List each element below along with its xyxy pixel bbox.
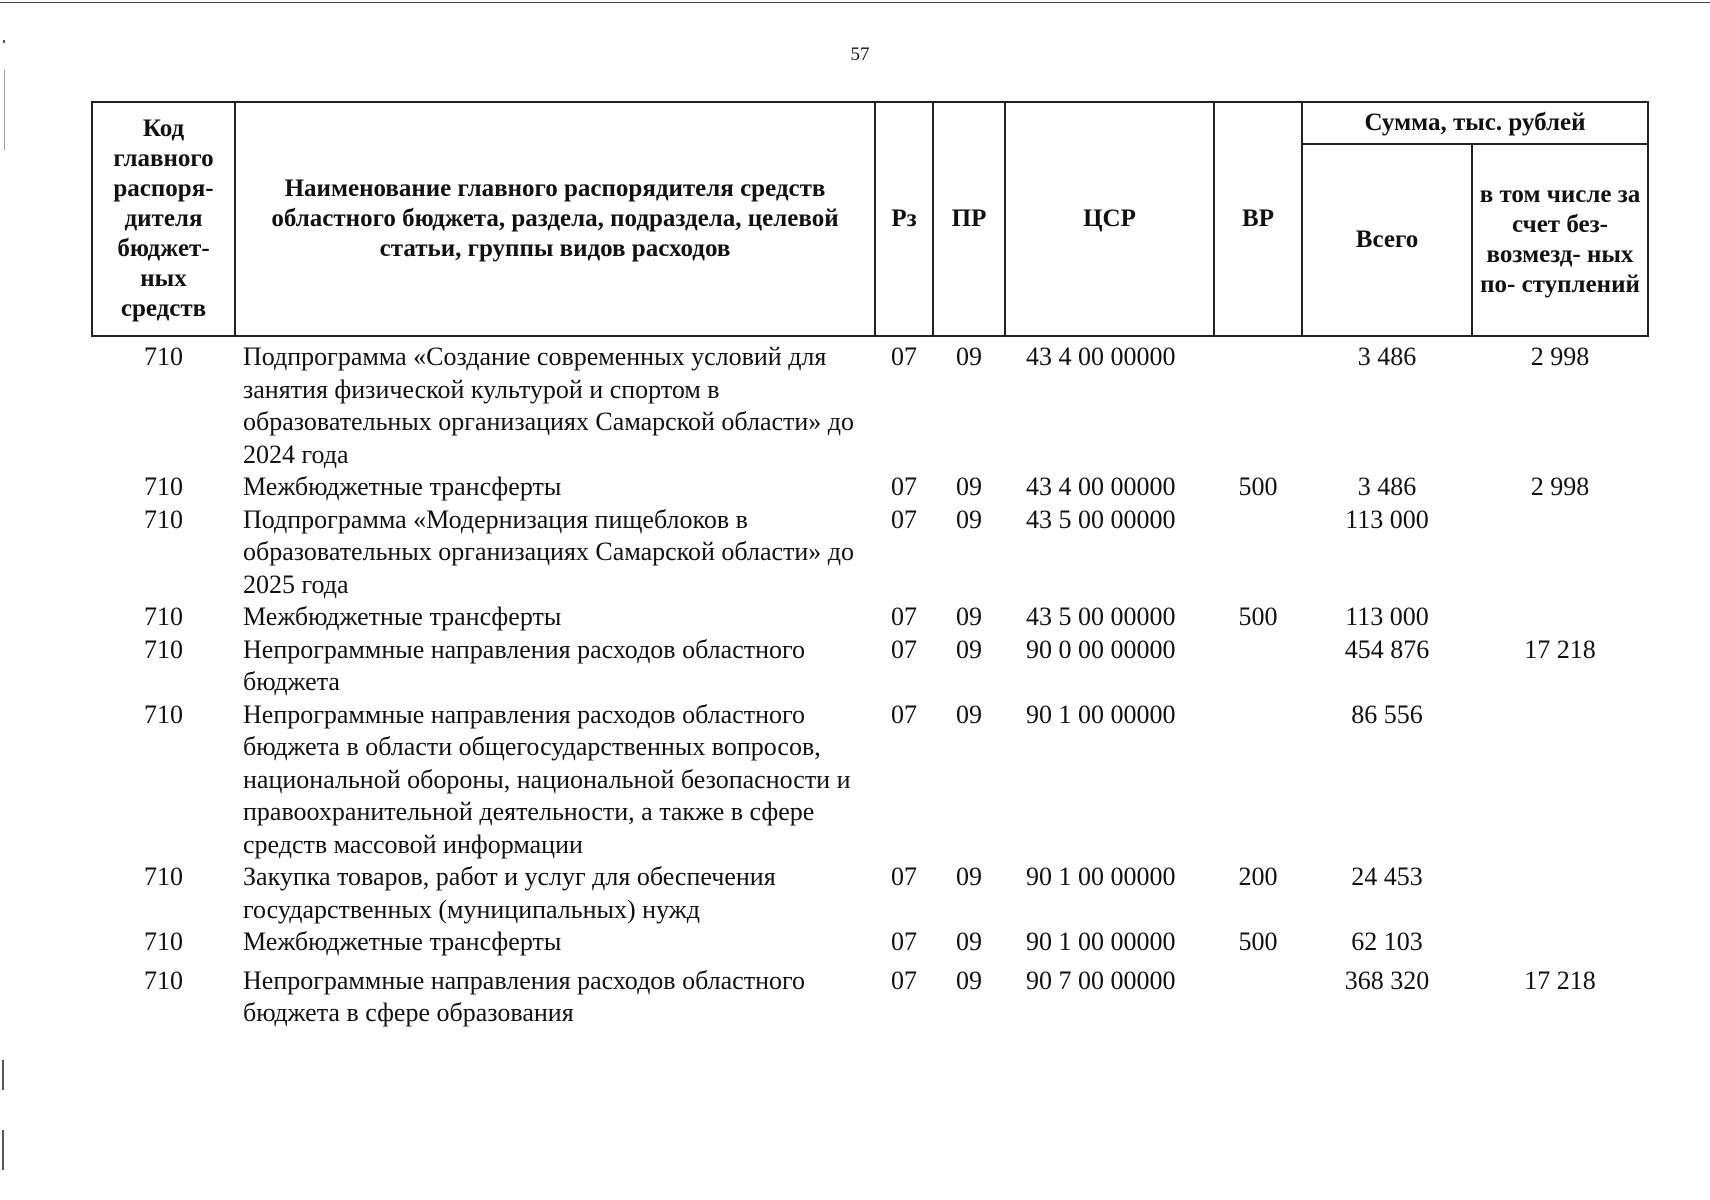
cell-rz: 07 xyxy=(891,862,917,891)
header-name: Наименование главного распорядителя средств областного бюджета, раздела, подраздела, целевой статьи, группы видов расходов xyxy=(235,102,875,336)
cell-vr: 500 xyxy=(1238,472,1278,501)
cell-pr: 09 xyxy=(956,602,982,631)
cell-vr xyxy=(1214,336,1302,471)
cell-csr: 43 5 00 00000 xyxy=(1026,504,1176,534)
header-total: Всего xyxy=(1302,144,1472,336)
cell-grant: 17 218 xyxy=(1524,634,1596,664)
header-pr: ПР xyxy=(933,102,1005,336)
cell-csr: 43 5 00 00000 xyxy=(1026,602,1176,631)
cell-vr: 500 xyxy=(1238,927,1278,956)
cell-name: Межбюджетные трансферты xyxy=(243,602,562,631)
header-csr: ЦСР xyxy=(1005,102,1214,336)
cell-name: Подпрограмма «Создание современных условий для занятия физической культурой и спортом в образовательных организациях Самарской области» до 2024 года xyxy=(243,342,855,469)
header-code: Код главного распоря- дителя бюджет- ных средств xyxy=(92,102,235,336)
cell-csr: 90 0 00 00000 xyxy=(1026,634,1176,664)
cell-rz: 07 xyxy=(891,634,917,664)
cell-grant: 2 998 xyxy=(1530,472,1590,501)
cell-code: 710 xyxy=(144,862,183,891)
cell-csr: 43 4 00 00000 xyxy=(1026,342,1176,371)
cell-vr: 200 xyxy=(1238,862,1278,891)
header-grant: в том числе за счет без- возмезд- ных по- ступлений xyxy=(1472,144,1648,336)
cell-grant xyxy=(1472,504,1648,602)
cell-grant: 17 218 xyxy=(1524,965,1596,995)
cell-csr: 90 1 00 00000 xyxy=(1026,927,1176,956)
cell-vr xyxy=(1214,699,1302,862)
cell-total: 3 486 xyxy=(1357,342,1417,371)
cell-pr: 09 xyxy=(956,927,982,956)
scan-speck xyxy=(4,70,5,150)
cell-total: 24 453 xyxy=(1351,862,1423,891)
scan-speck xyxy=(2,1130,4,1170)
cell-csr: 43 4 00 00000 xyxy=(1026,472,1176,501)
header-sum-group: Сумма, тыс. рублей xyxy=(1302,102,1648,144)
cell-name: Закупка товаров, работ и услуг для обеспечения государственных (муниципальных) нужд xyxy=(243,862,776,924)
cell-total: 113 000 xyxy=(1345,504,1429,534)
header-rz: Рз xyxy=(875,102,933,336)
cell-code: 710 xyxy=(144,634,183,664)
cell-grant xyxy=(1472,926,1648,959)
cell-pr: 09 xyxy=(956,862,982,891)
table-body xyxy=(92,336,1648,1030)
cell-rz: 07 xyxy=(891,504,917,534)
table-row xyxy=(92,699,1648,862)
cell-grant xyxy=(1472,601,1648,634)
cell-code: 710 xyxy=(144,504,183,534)
cell-name: Межбюджетные трансферты xyxy=(243,927,562,956)
cell-code: 710 xyxy=(144,472,183,501)
cell-grant xyxy=(1472,699,1648,862)
cell-rz: 07 xyxy=(891,699,917,729)
cell-pr: 09 xyxy=(956,699,982,729)
cell-csr: 90 1 00 00000 xyxy=(1026,699,1176,729)
cell-pr: 09 xyxy=(956,342,982,371)
cell-rz: 07 xyxy=(891,472,917,501)
cell-csr: 90 7 00 00000 xyxy=(1026,965,1176,995)
header-vr: ВР xyxy=(1214,102,1302,336)
page-number: 57 xyxy=(850,44,870,65)
cell-total: 113 000 xyxy=(1345,602,1429,631)
top-rule xyxy=(0,2,1710,3)
scan-speck xyxy=(2,1060,4,1090)
cell-total: 86 556 xyxy=(1351,699,1423,729)
cell-rz: 07 xyxy=(891,602,917,631)
cell-rz: 07 xyxy=(891,927,917,956)
cell-csr: 90 1 00 00000 xyxy=(1026,862,1176,891)
cell-rz: 07 xyxy=(891,342,917,371)
cell-name: Непрограммные направления расходов областного бюджета в сфере образования xyxy=(243,965,805,1027)
cell-vr xyxy=(1214,634,1302,699)
table-row xyxy=(92,601,1648,634)
table-row xyxy=(92,336,1648,471)
table-row xyxy=(92,959,1648,1030)
cell-name: Непрограммные направления расходов областного бюджета в области общегосударственных вопросов, национальной обороны, национальной безопасности и правоохранительной деятельности, а также в сфере средств массовой информации xyxy=(243,699,851,859)
table-row xyxy=(92,861,1648,926)
table-row xyxy=(92,634,1648,699)
cell-rz: 07 xyxy=(891,965,917,995)
cell-vr xyxy=(1214,504,1302,602)
cell-total: 3 486 xyxy=(1357,472,1417,501)
table-row xyxy=(92,471,1648,504)
table-row xyxy=(92,926,1648,959)
cell-grant xyxy=(1472,861,1648,926)
cell-code: 710 xyxy=(144,602,183,631)
cell-pr: 09 xyxy=(956,472,982,501)
cell-name: Межбюджетные трансферты xyxy=(243,472,562,501)
cell-code: 710 xyxy=(144,699,183,729)
budget-table xyxy=(91,101,1649,1030)
cell-name: Подпрограмма «Модернизация пищеблоков в образовательных организациях Самарской области» до 2025 года xyxy=(243,504,855,599)
cell-vr xyxy=(1214,959,1302,1030)
cell-pr: 09 xyxy=(956,504,982,534)
scan-speck xyxy=(3,40,5,43)
cell-pr: 09 xyxy=(956,634,982,664)
cell-code: 710 xyxy=(144,927,183,956)
cell-total: 454 876 xyxy=(1344,634,1430,664)
cell-vr: 500 xyxy=(1238,602,1278,631)
cell-total: 62 103 xyxy=(1351,927,1423,956)
cell-code: 710 xyxy=(144,342,183,371)
table-row xyxy=(92,504,1648,602)
cell-name: Непрограммные направления расходов областного бюджета xyxy=(243,634,805,696)
cell-code: 710 xyxy=(144,965,183,995)
cell-grant: 2 998 xyxy=(1530,342,1590,371)
cell-total: 368 320 xyxy=(1344,965,1430,995)
cell-pr: 09 xyxy=(956,965,982,995)
